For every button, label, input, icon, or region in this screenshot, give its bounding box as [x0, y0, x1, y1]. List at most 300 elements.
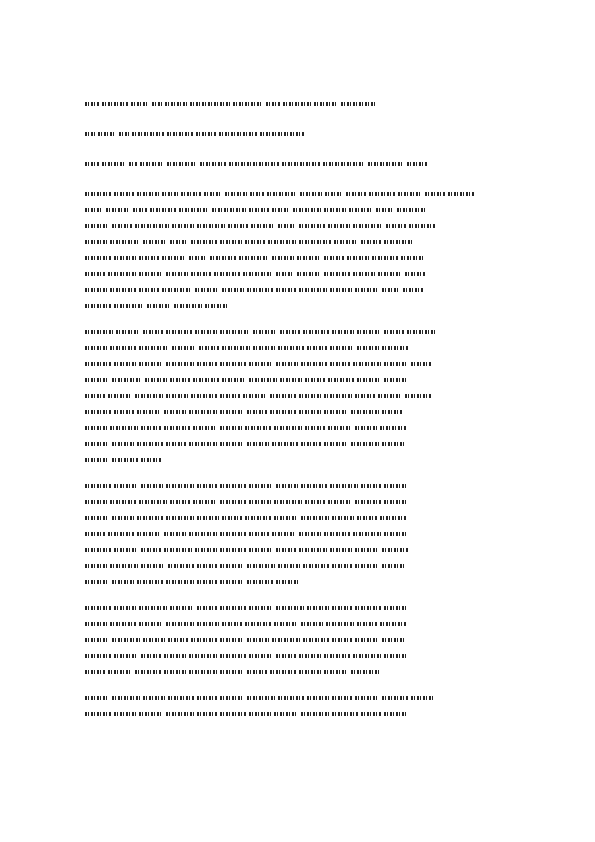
illegible-word [299, 288, 327, 292]
illegible-word [272, 638, 300, 642]
paragraph [85, 328, 515, 464]
illegible-word [249, 548, 273, 552]
text-line [85, 302, 515, 310]
illegible-word [276, 606, 304, 610]
illegible-word [270, 410, 296, 414]
illegible-word [85, 654, 111, 658]
illegible-word [85, 192, 111, 196]
illegible-word [108, 394, 132, 398]
illegible-word [114, 410, 134, 414]
illegible-word [167, 132, 193, 136]
illegible-word [355, 696, 379, 700]
illegible-word [324, 654, 350, 658]
illegible-word [85, 696, 109, 700]
illegible-word [190, 102, 230, 106]
illegible-word [332, 564, 352, 568]
text-line [85, 206, 515, 214]
illegible-word [301, 484, 327, 488]
text-line [85, 344, 515, 352]
illegible-word [139, 272, 163, 276]
illegible-word [303, 330, 329, 334]
heading-line [85, 100, 515, 110]
illegible-word [114, 548, 138, 552]
illegible-word [85, 224, 109, 228]
illegible-word [110, 288, 136, 292]
illegible-word [110, 500, 136, 504]
text-line [85, 392, 515, 400]
paragraph [85, 190, 515, 310]
illegible-word [272, 532, 296, 536]
text-line [85, 222, 515, 230]
illegible-word [143, 330, 163, 334]
illegible-word [220, 500, 246, 504]
illegible-word [249, 654, 273, 658]
illegible-word [166, 712, 194, 716]
illegible-word [85, 500, 107, 504]
illegible-word [205, 304, 227, 308]
illegible-word [411, 696, 433, 700]
illegible-word [425, 192, 445, 196]
illegible-word [398, 192, 422, 196]
illegible-word [139, 606, 167, 610]
illegible-word [272, 256, 294, 260]
illegible-word [403, 288, 423, 292]
illegible-word [299, 654, 321, 658]
illegible-word [85, 272, 105, 276]
illegible-word [382, 442, 404, 446]
illegible-word [303, 638, 329, 642]
illegible-word [357, 378, 381, 382]
illegible-word [272, 442, 298, 446]
illegible-word [274, 622, 298, 626]
illegible-word [274, 516, 298, 520]
illegible-word [368, 162, 404, 166]
illegible-word [172, 224, 194, 228]
illegible-word [386, 224, 406, 228]
text-line [85, 498, 515, 506]
text-line [85, 562, 515, 570]
illegible-word [278, 346, 304, 350]
illegible-word [168, 638, 188, 642]
illegible-word [189, 442, 217, 446]
illegible-word [191, 240, 217, 244]
illegible-word [168, 696, 194, 700]
illegible-word [330, 484, 358, 488]
illegible-word [108, 272, 136, 276]
illegible-word [135, 670, 161, 674]
illegible-word [299, 532, 321, 536]
text-line [85, 604, 515, 612]
illegible-word [193, 426, 217, 430]
illegible-word [116, 330, 140, 334]
text-line [85, 546, 515, 554]
illegible-word [407, 162, 427, 166]
illegible-word [274, 426, 302, 430]
illegible-word [382, 548, 408, 552]
illegible-word [112, 580, 134, 584]
illegible-word [164, 426, 190, 430]
illegible-word [409, 224, 435, 228]
illegible-word [166, 442, 186, 446]
illegible-word [247, 442, 269, 446]
illegible-word [166, 516, 194, 520]
illegible-word [324, 532, 350, 536]
illegible-word [274, 500, 302, 504]
paragraph [85, 482, 515, 586]
illegible-word [193, 500, 217, 504]
illegible-word [307, 696, 329, 700]
illegible-word [324, 442, 348, 446]
illegible-word [137, 192, 159, 196]
illegible-word [220, 654, 246, 658]
illegible-word [114, 606, 136, 610]
illegible-word [150, 208, 176, 212]
illegible-word [376, 208, 394, 212]
illegible-word [307, 346, 327, 350]
illegible-word [197, 564, 217, 568]
illegible-word [195, 330, 217, 334]
illegible-word [139, 288, 159, 292]
illegible-word [249, 484, 273, 488]
illegible-word [249, 500, 271, 504]
illegible-word [222, 516, 242, 520]
illegible-word [85, 606, 111, 610]
illegible-word [278, 564, 300, 568]
illegible-word [272, 208, 290, 212]
illegible-word [324, 256, 344, 260]
illegible-word [361, 484, 381, 488]
text-line [85, 286, 515, 294]
illegible-word [247, 670, 267, 674]
illegible-word [411, 362, 431, 366]
illegible-word [145, 378, 167, 382]
illegible-word [114, 654, 138, 658]
illegible-word [112, 696, 140, 700]
illegible-word [299, 224, 325, 228]
illegible-word [280, 378, 302, 382]
illegible-word [382, 346, 408, 350]
illegible-word [355, 500, 381, 504]
illegible-word [405, 272, 425, 276]
illegible-word [85, 410, 111, 414]
illegible-word [197, 484, 217, 488]
text-line [85, 578, 515, 586]
illegible-word [114, 362, 136, 366]
illegible-word [307, 606, 329, 610]
illegible-word [85, 378, 109, 382]
illegible-word [141, 548, 161, 552]
illegible-word [330, 288, 352, 292]
illegible-word [110, 564, 138, 568]
illegible-word [170, 240, 188, 244]
illegible-word [384, 532, 408, 536]
illegible-word [135, 394, 163, 398]
illegible-word [141, 564, 165, 568]
illegible-word [332, 638, 352, 642]
illegible-word [195, 548, 217, 552]
illegible-word [228, 224, 248, 228]
illegible-word [110, 622, 136, 626]
illegible-word [247, 288, 273, 292]
illegible-word [110, 346, 136, 350]
illegible-word [250, 192, 264, 196]
illegible-word [141, 654, 161, 658]
illegible-word [324, 670, 348, 674]
text-line [85, 360, 515, 368]
illegible-word [112, 516, 134, 520]
illegible-word [197, 224, 225, 228]
illegible-word [85, 564, 107, 568]
illegible-word [299, 394, 321, 398]
illegible-word [220, 564, 244, 568]
illegible-word [249, 712, 271, 716]
illegible-word [85, 132, 95, 136]
illegible-word [214, 272, 240, 276]
illegible-word [324, 394, 352, 398]
illegible-word [170, 378, 190, 382]
illegible-word [166, 394, 188, 398]
illegible-word [276, 654, 296, 658]
illegible-word [85, 638, 109, 642]
illegible-word [323, 162, 365, 166]
illegible-word [314, 102, 338, 106]
illegible-word [197, 696, 217, 700]
illegible-word [220, 670, 244, 674]
illegible-word [372, 256, 398, 260]
illegible-word [139, 712, 163, 716]
illegible-word [303, 564, 329, 568]
document-body [85, 100, 515, 736]
illegible-word [197, 516, 219, 520]
illegible-word [301, 622, 323, 626]
illegible-word [85, 330, 113, 334]
illegible-word [106, 208, 130, 212]
illegible-word [384, 500, 406, 504]
illegible-word [220, 394, 240, 398]
illegible-word [332, 606, 352, 610]
illegible-word [85, 240, 107, 244]
illegible-word [384, 712, 408, 716]
illegible-word [397, 208, 427, 212]
illegible-word [247, 580, 273, 584]
illegible-word [132, 132, 164, 136]
illegible-word [112, 442, 134, 446]
illegible-word [220, 426, 242, 430]
illegible-word [139, 362, 163, 366]
illegible-word [351, 410, 379, 414]
illegible-word [139, 256, 159, 260]
illegible-word [253, 330, 277, 334]
illegible-word [270, 394, 296, 398]
illegible-word [85, 362, 111, 366]
illegible-word [357, 346, 379, 350]
illegible-word [222, 378, 246, 382]
illegible-word [220, 606, 246, 610]
illegible-word [301, 442, 321, 446]
text-line [85, 238, 515, 246]
text-line [85, 620, 515, 628]
illegible-word [293, 208, 321, 212]
illegible-word [225, 192, 247, 196]
illegible-word [98, 132, 116, 136]
illegible-word [247, 696, 275, 700]
illegible-word [357, 330, 381, 334]
illegible-word [172, 346, 196, 350]
illegible-word [355, 606, 381, 610]
illegible-word [85, 670, 105, 674]
text-line [85, 482, 515, 490]
illegible-word [108, 532, 134, 536]
illegible-word [139, 622, 163, 626]
illegible-word [353, 362, 381, 366]
illegible-word [220, 696, 244, 700]
illegible-word [245, 240, 265, 244]
illegible-word [405, 394, 431, 398]
illegible-word [166, 362, 194, 366]
illegible-word [301, 712, 329, 716]
illegible-word [137, 580, 163, 584]
illegible-word [249, 362, 273, 366]
text-line [85, 190, 515, 198]
illegible-word [220, 240, 242, 244]
illegible-word [378, 272, 402, 276]
illegible-word [119, 132, 129, 136]
illegible-word [112, 638, 140, 642]
illegible-word [276, 288, 296, 292]
text-line [85, 668, 515, 676]
illegible-word [164, 410, 186, 414]
illegible-word [220, 410, 244, 414]
illegible-word [220, 442, 244, 446]
illegible-word [85, 516, 109, 520]
illegible-word [112, 458, 138, 462]
illegible-word [162, 288, 192, 292]
illegible-word [195, 288, 219, 292]
text-line [85, 424, 515, 432]
illegible-word [166, 484, 194, 488]
illegible-word [166, 622, 194, 626]
illegible-word [164, 654, 186, 658]
illegible-word [380, 426, 406, 430]
illegible-word [189, 654, 217, 658]
illegible-word [401, 256, 425, 260]
illegible-word [143, 696, 165, 700]
illegible-word [347, 256, 369, 260]
illegible-word [330, 548, 352, 552]
text-line [85, 408, 515, 416]
illegible-word [197, 580, 217, 584]
illegible-word [137, 442, 163, 446]
illegible-word [197, 362, 217, 366]
text-line [85, 440, 515, 448]
illegible-word [141, 458, 161, 462]
illegible-word [332, 330, 354, 334]
illegible-word [266, 102, 280, 106]
illegible-word [239, 256, 269, 260]
illegible-word [382, 288, 400, 292]
illegible-word [245, 622, 271, 626]
illegible-word [278, 696, 304, 700]
illegible-word [243, 394, 267, 398]
illegible-word [305, 426, 325, 430]
illegible-word [112, 378, 142, 382]
illegible-word [349, 208, 373, 212]
illegible-word [278, 224, 296, 228]
text-line [85, 328, 515, 336]
illegible-word [332, 712, 358, 716]
illegible-word [137, 516, 163, 520]
illegible-word [220, 362, 246, 366]
illegible-word [299, 548, 327, 552]
illegible-word [276, 272, 294, 276]
illegible-word [300, 192, 322, 196]
illegible-word [164, 670, 186, 674]
illegible-word [137, 532, 161, 536]
illegible-word [355, 394, 375, 398]
illegible-word [270, 670, 296, 674]
illegible-word [361, 712, 381, 716]
illegible-word [164, 548, 192, 552]
illegible-word [191, 272, 211, 276]
illegible-word [181, 192, 201, 196]
illegible-word [249, 378, 277, 382]
illegible-word [297, 272, 321, 276]
illegible-word [189, 410, 217, 414]
illegible-word [85, 548, 111, 552]
illegible-word [166, 580, 194, 584]
illegible-word [382, 564, 404, 568]
illegible-word [147, 304, 171, 308]
illegible-word [220, 638, 244, 642]
illegible-word [384, 484, 408, 488]
illegible-word [384, 654, 408, 658]
paragraph [85, 694, 515, 718]
illegible-word [196, 132, 216, 136]
illegible-word [162, 256, 186, 260]
illegible-word [299, 240, 331, 244]
illegible-word [85, 622, 107, 626]
illegible-word [114, 256, 136, 260]
illegible-word [353, 272, 375, 276]
illegible-word [353, 532, 381, 536]
illegible-word [247, 564, 275, 568]
illegible-word [328, 224, 350, 228]
illegible-word [193, 378, 219, 382]
illegible-word [141, 484, 163, 488]
illegible-word [282, 162, 320, 166]
text-line [85, 530, 515, 538]
illegible-word [129, 162, 137, 166]
illegible-word [85, 162, 99, 166]
illegible-word [189, 256, 207, 260]
illegible-word [233, 102, 263, 106]
illegible-word [305, 500, 325, 504]
illegible-word [114, 304, 144, 308]
illegible-word [378, 394, 402, 398]
illegible-word [102, 162, 126, 166]
illegible-word [143, 638, 165, 642]
illegible-word [174, 304, 202, 308]
text-line [85, 376, 515, 384]
illegible-word [135, 224, 169, 228]
illegible-word [167, 162, 197, 166]
illegible-word [301, 516, 329, 520]
illegible-word [220, 712, 246, 716]
illegible-word [220, 580, 244, 584]
illegible-word [324, 410, 348, 414]
illegible-word [197, 622, 219, 626]
illegible-word [85, 288, 107, 292]
